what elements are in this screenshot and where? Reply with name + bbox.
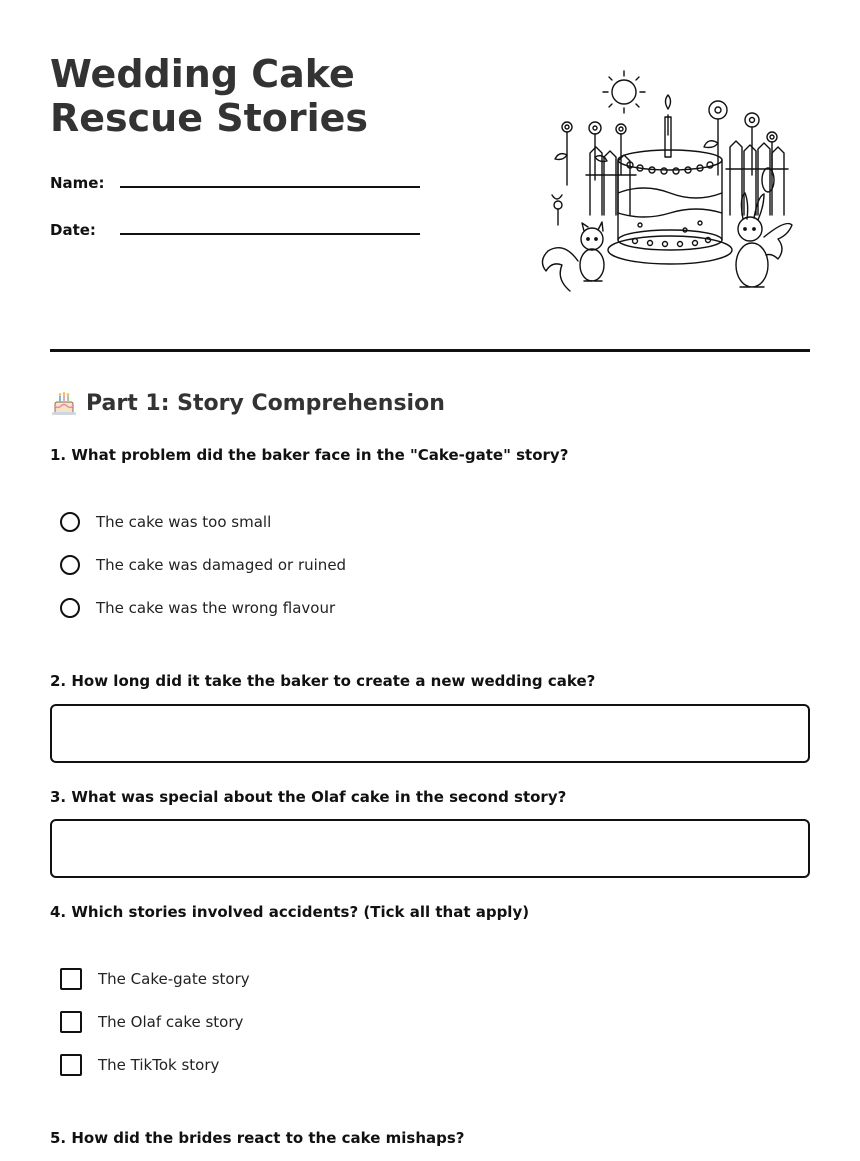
part1-title-text: Part 1: Story Comprehension — [86, 390, 445, 416]
option-label: The TikTok story — [98, 1056, 220, 1074]
option-label: The Olaf cake story — [98, 1013, 244, 1031]
date-field — [50, 215, 430, 245]
flowers-left — [552, 122, 626, 225]
birthday-cake-icon — [50, 389, 78, 417]
option-label: The cake was too small — [96, 513, 272, 531]
question-2: 2. How long did it take the baker to create a new wedding cake? — [50, 672, 596, 690]
q3-answer-box[interactable] — [50, 819, 810, 878]
part1-title — [50, 389, 445, 417]
name-label: Name: — [50, 174, 105, 192]
radio-button[interactable] — [60, 598, 80, 618]
date-label: Date: — [50, 221, 96, 239]
flowers-right — [704, 101, 777, 192]
radio-button[interactable] — [60, 555, 80, 575]
question-4: 4. Which stories involved accidents? (Tick all that apply) — [50, 903, 530, 921]
checkbox[interactable] — [60, 1011, 82, 1033]
wedding-cake-illustration — [540, 65, 800, 300]
checkbox[interactable] — [60, 968, 82, 990]
option-label: The cake was damaged or ruined — [96, 556, 347, 574]
worksheet-title: Wedding Cake Rescue Stories — [50, 52, 369, 140]
question-1: 1. What problem did the baker face in the "Cake-gate" story? — [50, 446, 569, 464]
sun-icon — [603, 71, 645, 113]
q1-option-2[interactable] — [60, 552, 346, 578]
squirrel-icon — [542, 222, 604, 291]
checkbox[interactable] — [60, 1054, 82, 1076]
q4-option-2[interactable] — [60, 1009, 243, 1035]
radio-button[interactable] — [60, 512, 80, 532]
question-3: 3. What was special about the Olaf cake in the second story? — [50, 788, 567, 806]
option-label: The cake was the wrong flavour — [96, 599, 336, 617]
question-5: 5. How did the brides react to the cake mishaps? — [50, 1129, 465, 1147]
cake-icon — [608, 95, 732, 264]
q2-answer-box[interactable] — [50, 704, 810, 763]
q1-option-1[interactable] — [60, 509, 271, 535]
q4-option-1[interactable] — [60, 966, 250, 992]
name-field — [50, 168, 430, 198]
q1-option-3[interactable] — [60, 595, 335, 621]
header-divider — [50, 349, 810, 352]
option-label: The Cake-gate story — [98, 970, 250, 988]
q4-option-3[interactable] — [60, 1052, 219, 1078]
date-input-line[interactable] — [120, 215, 420, 235]
name-input-line[interactable] — [120, 168, 420, 188]
fence-left — [586, 147, 636, 215]
